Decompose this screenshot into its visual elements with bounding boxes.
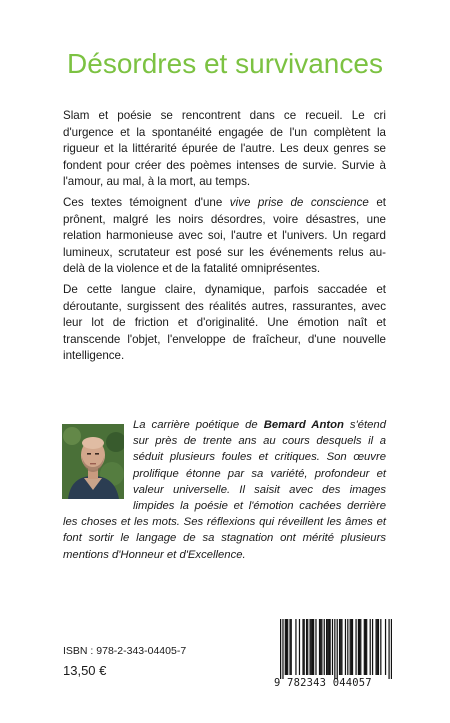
barcode-bar bbox=[311, 619, 312, 675]
bio-text-start: La carrière poétique de bbox=[133, 419, 264, 431]
barcode-bar bbox=[282, 619, 283, 679]
barcode-bar bbox=[286, 619, 287, 675]
barcode-bar bbox=[330, 619, 331, 675]
barcode-bar bbox=[312, 619, 313, 675]
barcode-bar bbox=[360, 619, 361, 675]
barcode-bar bbox=[337, 619, 338, 679]
description-paragraph-2 bbox=[63, 195, 386, 278]
barcode-bar bbox=[313, 619, 314, 675]
barcode-bar bbox=[285, 619, 286, 675]
barcode-bar bbox=[291, 619, 292, 675]
barcode-bar bbox=[304, 619, 305, 675]
price-label: 13,50 € bbox=[63, 663, 107, 678]
barcode-bar bbox=[320, 619, 321, 675]
barcode-bar bbox=[334, 619, 335, 679]
paragraph-2-text-start: Ces textes témoignent d'une bbox=[63, 196, 230, 209]
barcode-bar bbox=[319, 619, 320, 675]
barcode-bar bbox=[391, 619, 392, 679]
barcode-bar bbox=[345, 619, 346, 675]
description-paragraph-1: Slam et poésie se rencontrent dans ce recueil. Le cri d'urgence et la spontanéité engagée de l'un complètent la rigueur et la littérarité épurée de l'autre. Les deux genres se fondent pour créer des poèmes intenses de survie. Survie à l'amour, au mal, à la mort, au temps. bbox=[63, 109, 386, 188]
barcode-bar bbox=[388, 619, 389, 679]
barcode-bar bbox=[309, 619, 310, 675]
barcode-digits: 9 782343 044057 bbox=[274, 677, 372, 689]
barcode-bar bbox=[299, 619, 300, 675]
barcode-bar bbox=[289, 619, 290, 675]
paragraph-2-text-end: et prônent, malgré les noirs désordres, voire désastres, une relation harmonieuse avec soi, l'autre et l'univers. Un regard lumineux, scrutateur est posé sur les événements relus au-delà de la violence et de la fatalité omniprésentes. bbox=[63, 196, 386, 275]
author-biography bbox=[63, 417, 386, 563]
barcode-bar bbox=[352, 619, 353, 675]
barcode-bar bbox=[339, 619, 340, 675]
barcode-bar bbox=[315, 619, 316, 675]
isbn-barcode bbox=[280, 619, 392, 679]
description-paragraph-3: De cette langue claire, dynamique, parfois saccadée et déroutante, surgissent des réalités autres, rassurantes, avec leur lot de friction et d'originalité. Une émotion naît et transcende l'objet, l'enveloppe de fraîcheur, d'une nouvelle intelligence. bbox=[63, 283, 386, 362]
barcode-bar bbox=[372, 619, 373, 675]
barcode-bar bbox=[370, 619, 371, 675]
barcode-bar bbox=[377, 619, 378, 675]
isbn-label: ISBN : 978-2-343-04405-7 bbox=[63, 645, 187, 657]
barcode-bar bbox=[287, 619, 288, 675]
barcode-bar bbox=[355, 619, 356, 675]
barcode-bar bbox=[364, 619, 365, 675]
barcode-bar bbox=[306, 619, 307, 675]
barcode-bar bbox=[366, 619, 367, 675]
photo-spacer bbox=[63, 417, 133, 501]
barcode-bar bbox=[358, 619, 359, 675]
barcode-bar bbox=[340, 619, 341, 675]
barcode-bar bbox=[378, 619, 379, 675]
barcode-bar bbox=[351, 619, 352, 675]
bio-text-end: s'étend sur près de trente ans au cours desquels il a séduit plusieurs foules et critiques. Son œuvre prolifique étonne par sa variété, profondeur et valeur universelle. Il saisit avec des images limpides la poésie et l'émotion cachées derrière les choses et les mots. Ses réflexions qui réveillent les âmes et font sortir le langage de sa stagnation ont mérité plusieurs mentions d'Honneur et d'Excellence. bbox=[63, 419, 386, 561]
barcode-bar bbox=[350, 619, 351, 675]
barcode-bar bbox=[332, 619, 333, 675]
barcode-bar bbox=[385, 619, 386, 675]
author-name: Bemard Anton bbox=[263, 419, 344, 431]
barcode-bar bbox=[295, 619, 296, 675]
barcode-bar bbox=[327, 619, 328, 675]
barcode-bar bbox=[341, 619, 342, 675]
barcode-bar bbox=[347, 619, 348, 675]
barcode-bar bbox=[321, 619, 322, 675]
barcode-bar bbox=[375, 619, 376, 675]
barcode-bar bbox=[307, 619, 308, 675]
barcode-bar bbox=[359, 619, 360, 675]
book-title: Désordres et survivances bbox=[67, 48, 383, 79]
paragraph-2-emphasis: vive prise de conscience bbox=[229, 196, 369, 209]
barcode-bar bbox=[380, 619, 381, 675]
barcode-bar bbox=[280, 619, 281, 679]
barcode-bar bbox=[324, 619, 325, 675]
barcode-bar bbox=[328, 619, 329, 675]
barcode-bar bbox=[302, 619, 303, 675]
barcode-bar bbox=[365, 619, 366, 675]
barcode-bar bbox=[326, 619, 327, 675]
